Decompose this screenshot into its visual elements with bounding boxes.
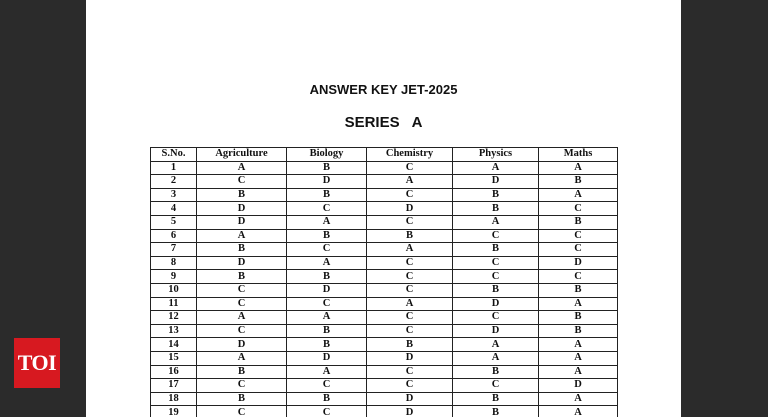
answer-cell: A: [539, 365, 618, 379]
answer-cell: C: [197, 297, 287, 311]
table-row: [151, 392, 618, 406]
answer-cell: B: [453, 283, 539, 297]
answer-cell: D: [197, 215, 287, 229]
answer-cell: C: [197, 283, 287, 297]
answer-cell: C: [367, 365, 453, 379]
row-number-cell: 9: [151, 270, 197, 284]
answer-cell: A: [539, 297, 618, 311]
answer-cell: A: [453, 338, 539, 352]
row-number-cell: 3: [151, 188, 197, 202]
answer-cell: B: [197, 243, 287, 257]
answer-cell: C: [367, 311, 453, 325]
document-page: [86, 0, 681, 417]
answer-cell: C: [539, 229, 618, 243]
answer-cell: B: [367, 338, 453, 352]
answer-cell: D: [287, 283, 367, 297]
table-row: [151, 379, 618, 393]
answer-cell: C: [453, 256, 539, 270]
header-chemistry: Chemistry: [367, 148, 453, 162]
answer-cell: A: [197, 229, 287, 243]
answer-cell: C: [453, 229, 539, 243]
row-number-cell: 18: [151, 392, 197, 406]
answer-cell: C: [197, 379, 287, 393]
answer-cell: B: [287, 229, 367, 243]
answer-cell: C: [197, 175, 287, 189]
row-number-cell: 4: [151, 202, 197, 216]
answer-cell: C: [287, 243, 367, 257]
answer-cell: C: [367, 256, 453, 270]
table-row: [151, 338, 618, 352]
answer-cell: B: [287, 161, 367, 175]
answer-cell: B: [539, 175, 618, 189]
answer-cell: D: [197, 256, 287, 270]
answer-cell: A: [539, 161, 618, 175]
answer-cell: C: [197, 406, 287, 417]
table-row: [151, 243, 618, 257]
answer-cell: D: [287, 351, 367, 365]
row-number-cell: 7: [151, 243, 197, 257]
answer-cell: A: [367, 297, 453, 311]
answer-cell: C: [539, 270, 618, 284]
document-title: ANSWER KEY JET-2025: [309, 82, 458, 97]
answer-cell: B: [453, 243, 539, 257]
answer-cell: C: [367, 188, 453, 202]
answer-cell: D: [539, 379, 618, 393]
answer-cell: D: [367, 351, 453, 365]
answer-cell: A: [539, 338, 618, 352]
answer-cell: D: [287, 175, 367, 189]
row-number-cell: 2: [151, 175, 197, 189]
row-number-cell: 1: [151, 161, 197, 175]
row-number-cell: 17: [151, 379, 197, 393]
answer-cell: B: [367, 229, 453, 243]
table-row: [151, 188, 618, 202]
table-row: [151, 406, 618, 417]
answer-cell: C: [367, 161, 453, 175]
answer-cell: C: [367, 283, 453, 297]
answer-cell: A: [453, 161, 539, 175]
answer-cell: A: [287, 365, 367, 379]
row-number-cell: 6: [151, 229, 197, 243]
answer-cell: A: [539, 351, 618, 365]
answer-cell: B: [287, 188, 367, 202]
answer-cell: B: [197, 365, 287, 379]
answer-cell: C: [287, 202, 367, 216]
answer-cell: B: [287, 338, 367, 352]
series-value: A: [411, 114, 423, 131]
table-row: [151, 283, 618, 297]
answer-cell: D: [453, 297, 539, 311]
toi-logo: TOI: [14, 338, 60, 388]
answer-cell: A: [197, 351, 287, 365]
row-number-cell: 14: [151, 338, 197, 352]
answer-cell: C: [287, 297, 367, 311]
table-row: [151, 175, 618, 189]
table-row: [151, 202, 618, 216]
answer-cell: C: [367, 379, 453, 393]
table-row: [151, 229, 618, 243]
answer-cell: C: [367, 270, 453, 284]
answer-cell: B: [453, 392, 539, 406]
answer-cell: D: [539, 256, 618, 270]
table-row: [151, 351, 618, 365]
row-number-cell: 10: [151, 283, 197, 297]
answer-cell: A: [287, 215, 367, 229]
answer-cell: B: [287, 270, 367, 284]
answer-cell: C: [453, 379, 539, 393]
answer-cell: B: [539, 283, 618, 297]
table-row: [151, 311, 618, 325]
answer-cell: B: [197, 392, 287, 406]
answer-cell: B: [453, 202, 539, 216]
answer-cell: A: [367, 243, 453, 257]
answer-cell: A: [539, 392, 618, 406]
answer-cell: A: [539, 406, 618, 417]
answer-cell: B: [287, 392, 367, 406]
answer-cell: C: [287, 406, 367, 417]
row-number-cell: 11: [151, 297, 197, 311]
answer-cell: A: [453, 215, 539, 229]
answer-cell: D: [453, 175, 539, 189]
answer-cell: B: [287, 324, 367, 338]
table-row: [151, 297, 618, 311]
answer-cell: D: [453, 324, 539, 338]
answer-cell: C: [539, 202, 618, 216]
table-header-row: [151, 148, 618, 162]
row-number-cell: 15: [151, 351, 197, 365]
answer-cell: A: [197, 161, 287, 175]
answer-cell: B: [197, 270, 287, 284]
answer-cell: D: [197, 202, 287, 216]
answer-cell: C: [367, 324, 453, 338]
answer-cell: A: [539, 188, 618, 202]
answer-cell: B: [453, 365, 539, 379]
header-physics: Physics: [453, 148, 539, 162]
answer-cell: C: [367, 215, 453, 229]
header-agriculture: Agriculture: [197, 148, 287, 162]
header-biology: Biology: [287, 148, 367, 162]
answer-cell: B: [539, 311, 618, 325]
series-heading: [86, 114, 681, 131]
table-row: [151, 324, 618, 338]
answer-cell: A: [197, 311, 287, 325]
answer-cell: B: [539, 215, 618, 229]
answer-cell: C: [539, 243, 618, 257]
answer-cell: B: [539, 324, 618, 338]
answer-cell: C: [287, 379, 367, 393]
answer-cell: B: [197, 188, 287, 202]
answer-cell: A: [287, 311, 367, 325]
answer-cell: D: [367, 392, 453, 406]
answer-cell: A: [367, 175, 453, 189]
answer-key-table: [150, 147, 618, 417]
row-number-cell: 8: [151, 256, 197, 270]
answer-cell: C: [453, 311, 539, 325]
table-row: [151, 365, 618, 379]
table-row: [151, 215, 618, 229]
answer-cell: D: [367, 202, 453, 216]
row-number-cell: 5: [151, 215, 197, 229]
header-maths: Maths: [539, 148, 618, 162]
table-row: [151, 161, 618, 175]
row-number-cell: 19: [151, 406, 197, 417]
table-row: [151, 270, 618, 284]
answer-cell: C: [453, 270, 539, 284]
answer-cell: A: [453, 351, 539, 365]
answer-cell: A: [287, 256, 367, 270]
answer-cell: D: [197, 338, 287, 352]
answer-cell: B: [453, 188, 539, 202]
answer-cell: D: [367, 406, 453, 417]
row-number-cell: 16: [151, 365, 197, 379]
table-row: [151, 256, 618, 270]
series-label: SERIES: [344, 114, 400, 131]
row-number-cell: 12: [151, 311, 197, 325]
header-sno: S.No.: [151, 148, 197, 162]
answer-cell: C: [197, 324, 287, 338]
row-number-cell: 13: [151, 324, 197, 338]
answer-cell: B: [453, 406, 539, 417]
